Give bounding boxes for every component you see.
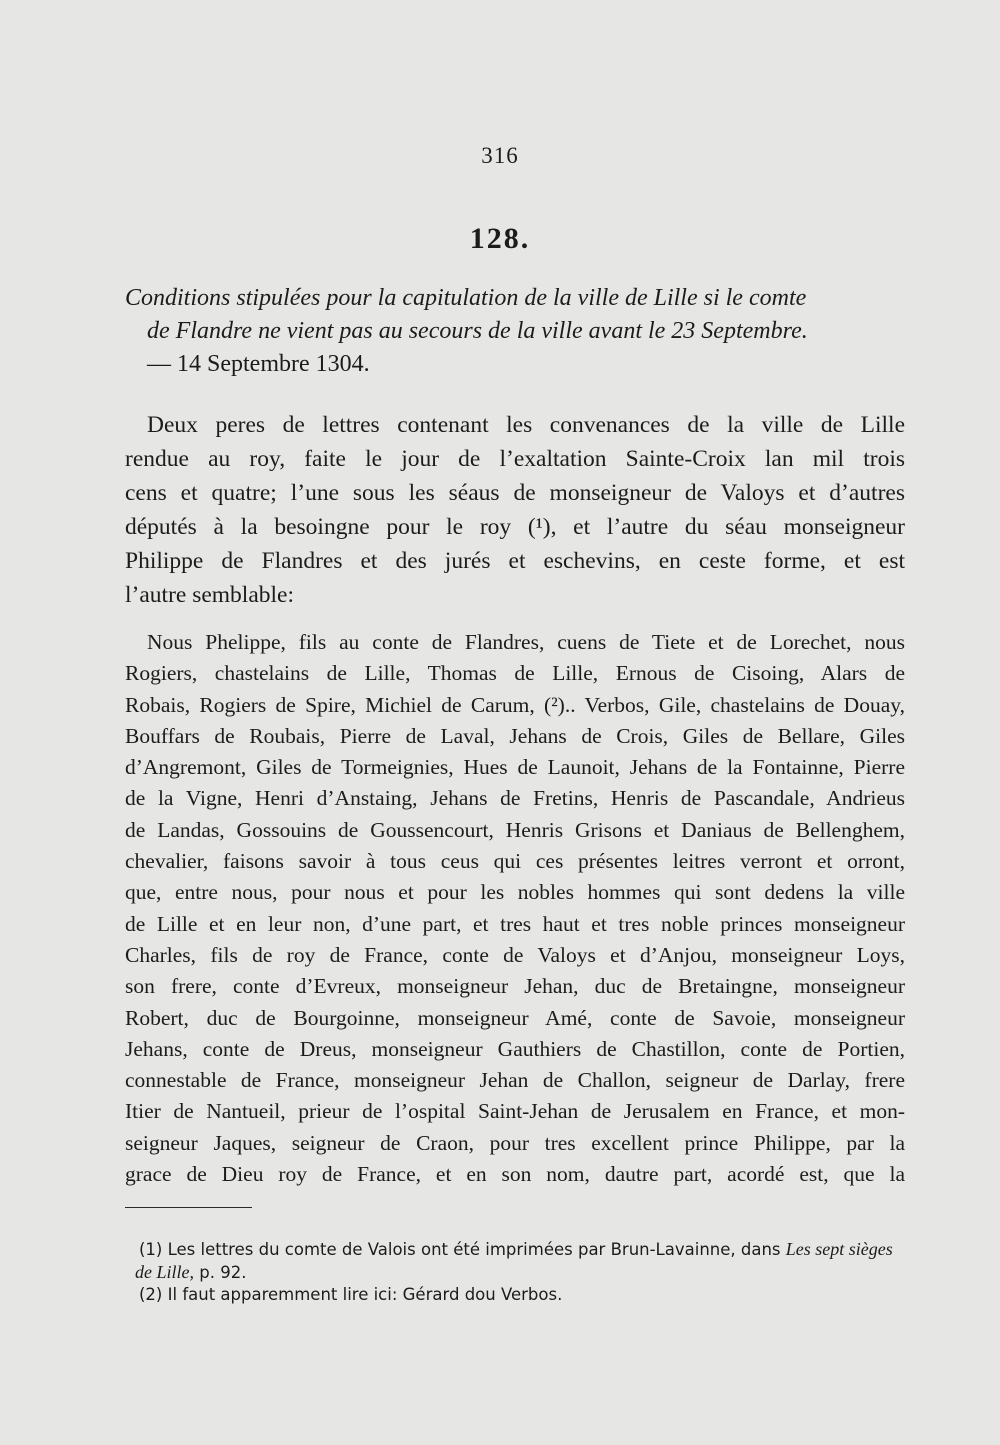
body-line: grace de Dieu roy de France, et en son nom, dautre part, acordé est, que la [125, 1162, 905, 1187]
body-line: seigneur Jaques, seigneur de Craon, pour tres excellent prince Philippe, par la [125, 1130, 905, 1155]
body-line: Bouffars de Roubais, Pierre de Laval, Jehans de Crois, Giles de Bellare, Giles [125, 723, 905, 748]
body-line: Itier de Nantueil, prieur de l’ospital Saint-Jehan de Jerusalem en France, et mon- [125, 1099, 905, 1124]
body-line: Jehans, conte de Dreus, monseigneur Gauthiers de Chastillon, conte de Portien, [125, 1036, 905, 1061]
intro-line: rendue au roy, faite le jour de l’exaltation Sainte-Croix lan mil trois [125, 446, 905, 472]
body-line: Robert, duc de Bourgoinne, monseigneur Amé, conte de Savoie, monseigneur [125, 1005, 905, 1030]
title-line-1: Conditions stipulées pour la capitulation de la ville de Lille si le comte [125, 285, 807, 311]
body-line: Robais, Rogiers de Spire, Michiel de Carum, (²).. Verbos, Gile, chastelains de Douay, [125, 692, 905, 717]
intro-line: l’autre semblable: [125, 582, 294, 608]
page-number: 316 [481, 143, 519, 168]
body-line: son frere, conte d’Evreux, monseigneur Jehan, duc de Bretaingne, monseigneur [125, 974, 905, 999]
intro-line: cens et quatre; l’une sous les séaus de monseigneur de Valoys et d’autres [125, 480, 905, 506]
footnote-divider [125, 1207, 252, 1208]
footnote-1 [135, 1238, 905, 1261]
body-paragraph [125, 627, 905, 1190]
document-number: 128. [469, 222, 531, 255]
body-line: d’Angremont, Giles de Tormeignies, Hues de Launoit, Jehans de la Fontainne, Pierre [125, 755, 905, 780]
footnote-1-book-title: Les sept sièges [785, 1239, 893, 1259]
footnote-2: (2) Il faut apparemment lire ici: Gérard dou Verbos. [139, 1285, 563, 1304]
body-line: que, entre nous, pour nous et pour les nobles hommes qui sont dedens la ville [125, 880, 905, 905]
body-line: chevalier, faisons savoir à tous ceus qui ces présentes leitres verront et orront, [125, 849, 905, 874]
footnote-1-continued [135, 1261, 905, 1284]
title-line-2: de Flandre ne vient pas au secours de la ville avant le 23 Septembre. [147, 318, 808, 344]
footnote-1-book-title-cont: de Lille, [135, 1262, 194, 1282]
body-line: de Lille et en leur non, d’une part, et tres haut et tres noble princes monseigneur [125, 911, 905, 936]
intro-line: Philippe de Flandres et des jurés et eschevins, en ceste forme, et est [125, 548, 905, 574]
title-date: — 14 Septembre 1304. [147, 351, 370, 377]
body-line: Rogiers, chastelains de Lille, Thomas de Lille, Ernous de Cisoing, Alars de [125, 661, 905, 686]
body-line: Charles, fils de roy de France, conte de Valoys et d’Anjou, monseigneur Loys, [125, 942, 905, 967]
intro-paragraph [125, 408, 905, 612]
footnote-1-text: (1) Les lettres du comte de Valois ont été imprimées par Brun-Lavainne, dans [139, 1240, 781, 1259]
body-line: de Landas, Gossouins de Goussencourt, Henris Grisons et Daniaus de Bellenghem, [125, 817, 905, 842]
body-line: Nous Phelippe, fils au conte de Flandres, cuens de Tiete et de Lorechet, nous [147, 630, 905, 654]
intro-line: députés à la besoingne pour le roy (¹), et l’autre du séau monseigneur [125, 514, 905, 540]
footnotes [135, 1238, 905, 1306]
body-line: de la Vigne, Henri d’Anstaing, Jehans de Fretins, Henris de Pascandale, Andrieus [125, 786, 905, 811]
footnote-1-page: p. 92. [194, 1263, 247, 1282]
document-title [125, 282, 905, 381]
body-line: connestable de France, monseigneur Jehan de Challon, seigneur de Darlay, frere [125, 1068, 905, 1093]
intro-line: Deux peres de lettres contenant les convenances de la ville de Lille [147, 412, 905, 438]
